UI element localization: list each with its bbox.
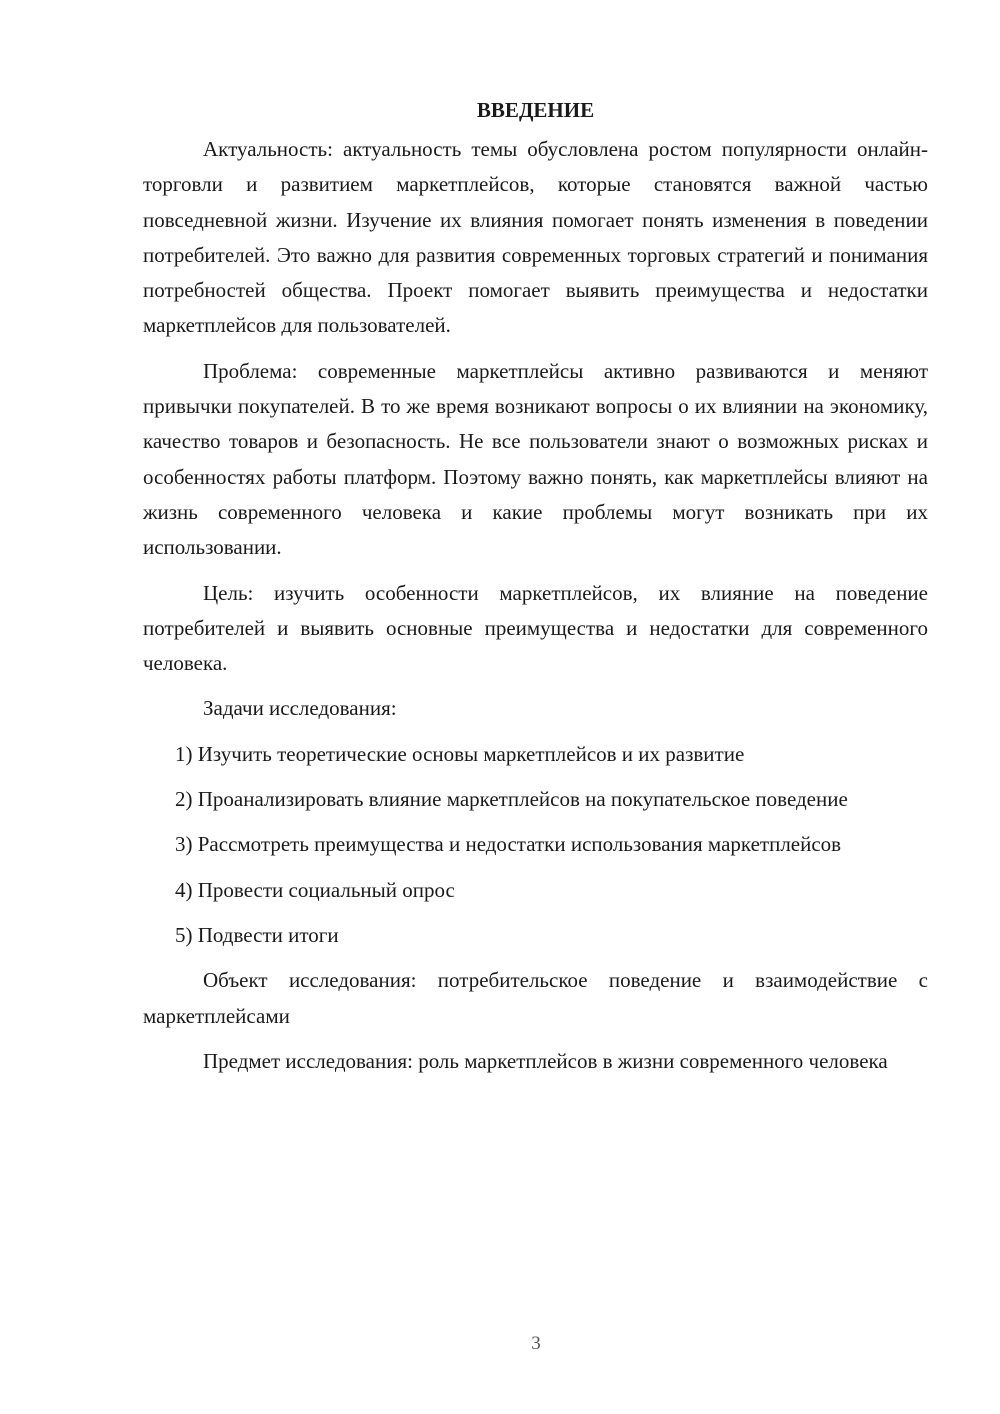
problem-paragraph: Проблема: современные маркетплейсы активно развиваются и меняют привычки покупателей. В то же время возникают вопросы о их влиянии на экономику, качество товаров и безопасность. Не все пользователи знают о возможных рисках и особенностях работы платформ. Поэтому важно понять, как маркетплейсы влияют на жизнь современного человека и какие проблемы могут возникать при их использовании. bbox=[143, 358, 928, 560]
task-item: 3) Рассмотреть преимущества и недостатки использования маркетплейсов bbox=[175, 832, 842, 857]
page-number: 3 bbox=[531, 1333, 541, 1354]
subject-paragraph: Предмет исследования: роль маркетплейсов в жизни современного человека bbox=[203, 1048, 888, 1073]
tasks-heading: Задачи исследования: bbox=[203, 696, 397, 721]
task-item: 5) Подвести итоги bbox=[175, 922, 339, 947]
page-title: ВВЕДЕНИЕ bbox=[476, 98, 595, 122]
task-item: 4) Провести социальный опрос bbox=[175, 877, 455, 902]
task-item: 1) Изучить теоретические основы маркетплейсов и их развитие bbox=[175, 741, 745, 766]
object-paragraph: Объект исследования: потребительское поведение и взаимодействие с маркетплейсами bbox=[143, 968, 928, 1028]
goal-paragraph: Цель: изучить особенности маркетплейсов, их влияние на поведение потребителей и выявить основные преимущества и недостатки для современного человека. bbox=[143, 580, 928, 676]
relevance-paragraph: Актуальность: актуальность темы обусловлена ростом популярности онлайн-торговли и развитием маркетплейсов, которые становятся важной частью повседневной жизни. Изучение их влияния помогает понять изменения в поведении потребителей. Это важно для развития современных торговых стратегий и понимания потребностей общества. Проект помогает выявить преимущества и недостатки маркетплейсов для пользователей. bbox=[143, 137, 928, 338]
document-page bbox=[143, 95, 928, 1089]
task-item: 2) Проанализировать влияние маркетплейсов на покупательское поведение bbox=[175, 787, 848, 812]
